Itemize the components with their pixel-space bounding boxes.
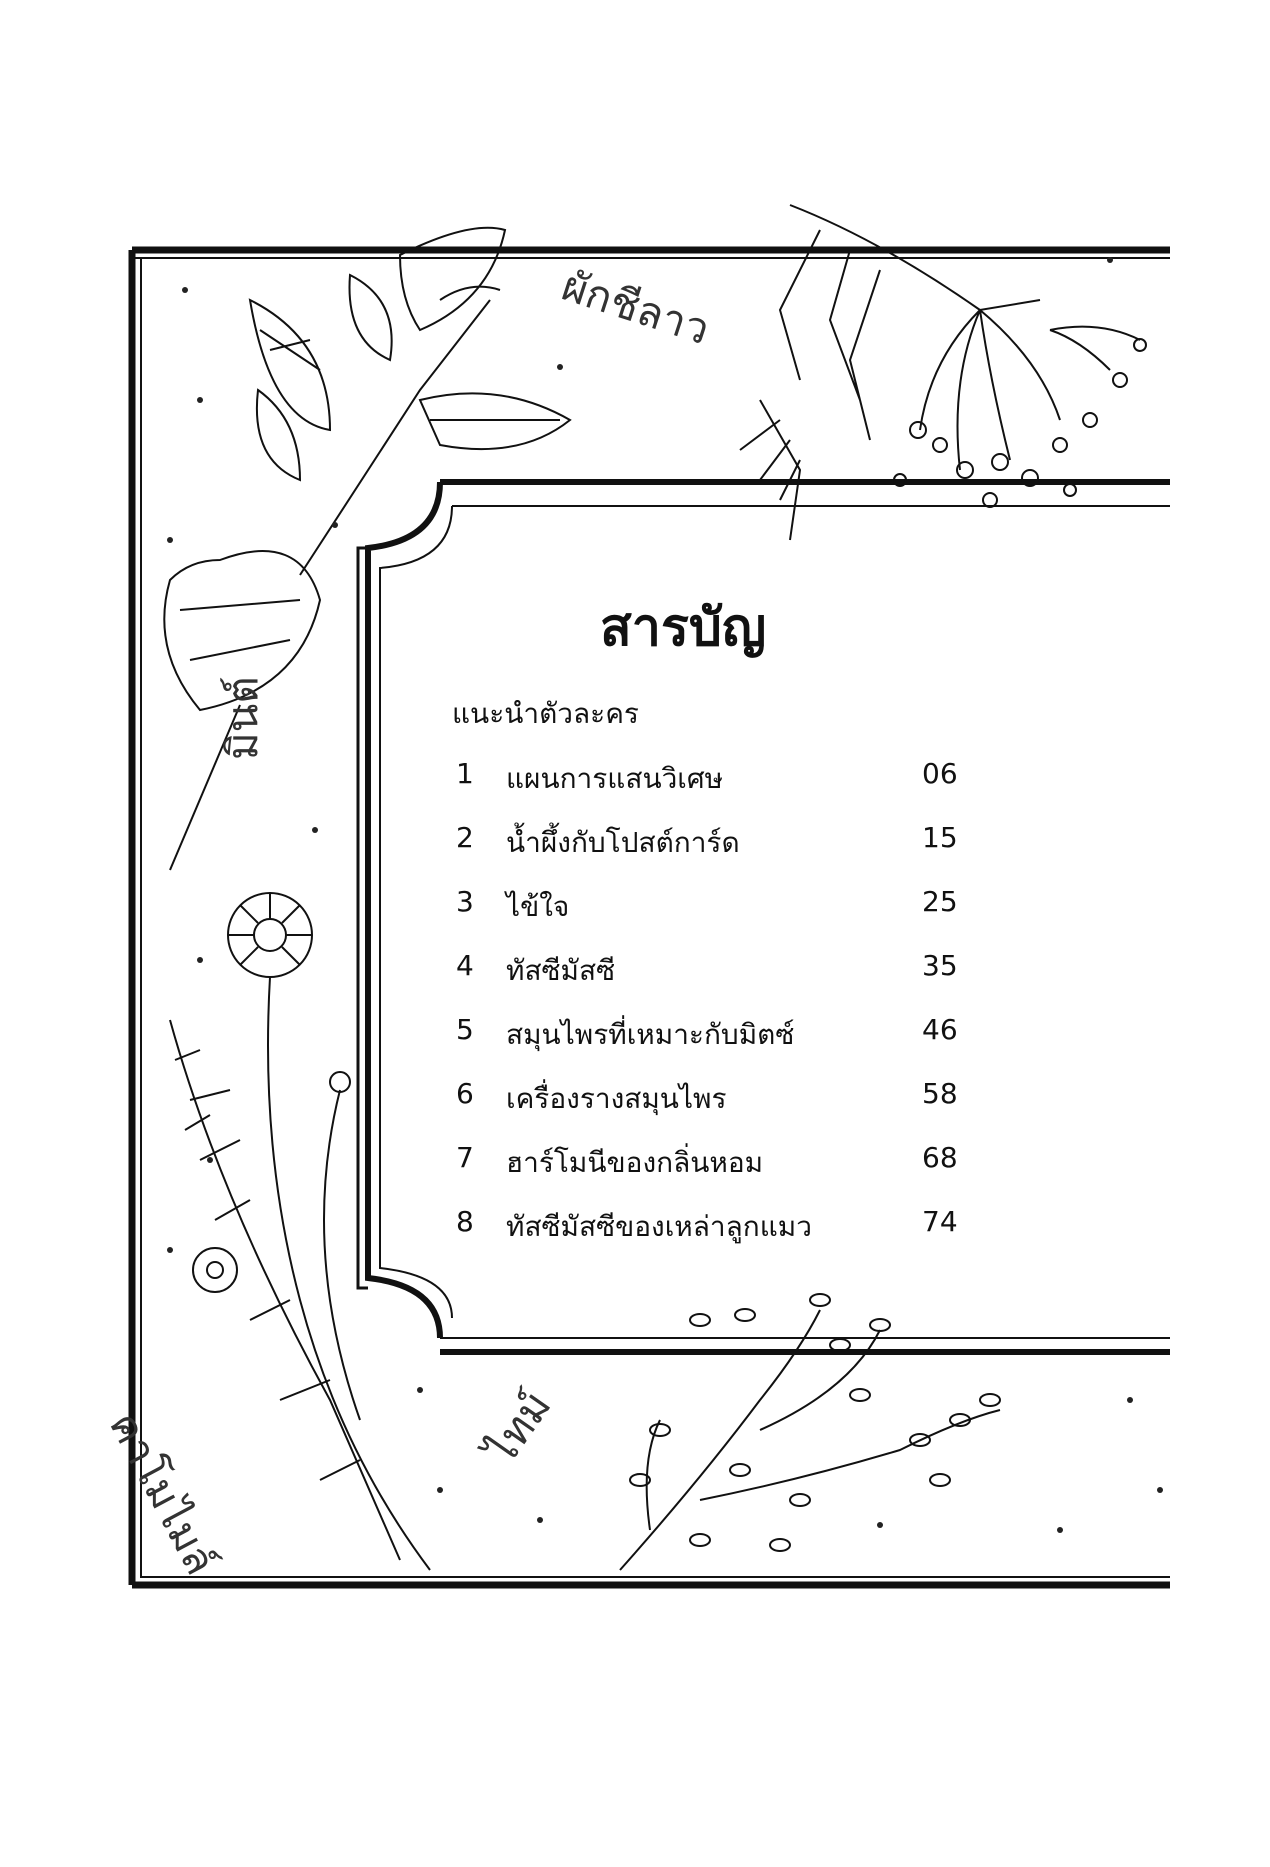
toc-entry-page: 68	[922, 1141, 958, 1174]
toc-entry-number: 2	[456, 821, 474, 854]
dill-illustration	[740, 205, 1146, 540]
chamomile-illustration	[170, 893, 430, 1570]
toc-entry-number: 4	[456, 949, 474, 982]
toc-entry-page: 15	[922, 821, 958, 854]
toc-entry	[452, 1013, 972, 1053]
toc-entry	[452, 757, 972, 797]
toc-entry	[452, 1205, 972, 1245]
toc-entry-number: 7	[456, 1141, 474, 1174]
toc-entry-title: ทัสซีมัสซี	[506, 954, 616, 987]
toc-entry	[452, 1077, 972, 1117]
toc-entry-title: ทัสซีมัสซีของเหล่าลูกแมว	[506, 1210, 812, 1243]
toc-entry-title: สมุนไพรที่เหมาะกับมิตซ์	[506, 1018, 795, 1051]
toc-entry-page: 25	[922, 885, 958, 918]
page-title: สารบัญ	[600, 598, 767, 658]
plant-label-chamomile: คาโมไมล์	[99, 1403, 226, 1583]
toc-intro-item: แนะนำตัวละคร	[452, 697, 639, 730]
toc-entry-number: 5	[456, 1013, 474, 1046]
toc-entry	[452, 949, 972, 989]
toc-entry-title: แผนการแสนวิเศษ	[506, 762, 724, 795]
toc-entry-number: 8	[456, 1205, 474, 1238]
plant-label-thyme: ไทม์	[476, 1381, 561, 1473]
thyme-illustration	[620, 1294, 1000, 1570]
toc-entry	[452, 885, 972, 925]
toc-entry	[452, 821, 972, 861]
toc-entry-number: 6	[456, 1077, 474, 1110]
toc-entry-title: ไข้ใจ	[506, 890, 570, 923]
toc-entry-page: 46	[922, 1013, 958, 1046]
plant-label-mint: มินต์	[218, 676, 267, 760]
toc-entry-number: 1	[456, 757, 474, 790]
toc-entry-page: 58	[922, 1077, 958, 1110]
toc-entry-page: 06	[922, 757, 958, 790]
toc-entry-number: 3	[456, 885, 474, 918]
toc-entry-page: 35	[922, 949, 958, 982]
toc-entry-title: ฮาร์โมนีของกลิ่นหอม	[506, 1146, 764, 1179]
toc-entry	[452, 1141, 972, 1181]
toc-entry-title: เครื่องรางสมุนไพร	[506, 1082, 727, 1115]
toc-entry-page: 74	[922, 1205, 958, 1238]
plant-label-dill: ผักชีลาว	[556, 260, 716, 355]
toc-entry-title: น้ำผึ้งกับโปสต์การ์ด	[506, 826, 740, 859]
